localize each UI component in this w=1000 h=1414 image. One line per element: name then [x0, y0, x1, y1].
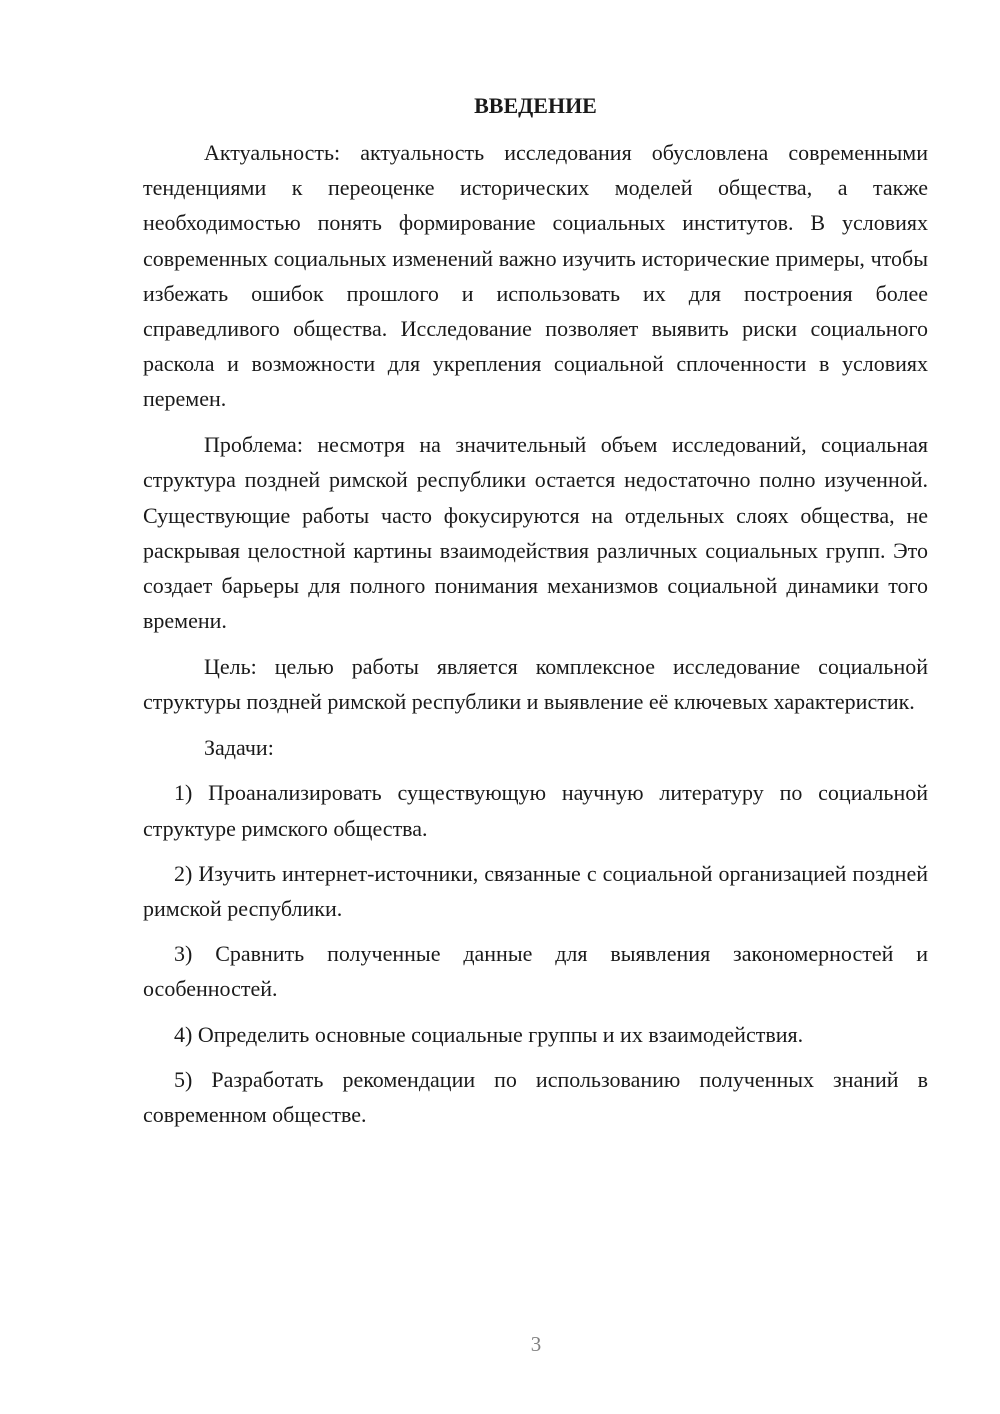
- paragraph-relevance: Актуальность: актуальность исследования обусловлена современными тенденциями к переоценке исторических моделей общества, а также необходимостью понять формирование социальных институтов. В условиях современных социальных изменений важно изучить исторические примеры, чтобы избежать ошибок прошлого и использовать их для построения более справедливого общества. Исследование позволяет выявить риски социального раскола и возможности для укрепления социальной сплоченности в условиях перемен.: [143, 140, 928, 412]
- page-number: 3: [530, 1332, 542, 1356]
- section-title: ВВЕДЕНИЕ: [474, 93, 597, 118]
- paragraph-goal: Цель: целью работы является комплексное исследование социальной структуры поздней римской республики и выявление её ключевых характеристик.: [143, 653, 928, 715]
- paragraph-tasks-heading: Задачи:: [204, 734, 274, 760]
- paragraph-problem: Проблема: несмотря на значительный объем исследований, социальная структура поздней римской республики остается недостаточно полно изученной. Существующие работы часто фокусируются на отдельных слоях общества, не раскрывая целостной картины взаимодействия различных социальных групп. Это создает барьеры для полного понимания механизмов социальной динамики того времени.: [143, 432, 928, 634]
- task-item-2: 2) Изучить интернет-источники, связанные с социальной организацией поздней римской республики.: [143, 860, 928, 922]
- document-page: [143, 88, 928, 1142]
- task-item-4: 4) Определить основные социальные группы и их взаимодействия.: [174, 1021, 804, 1047]
- task-item-3: 3) Сравнить полученные данные для выявления закономерностей и особенностей.: [143, 941, 928, 1002]
- task-item-5: 5) Разработать рекомендации по использованию полученных знаний в современном обществе.: [143, 1066, 928, 1128]
- task-item-1: 1) Проанализировать существующую научную литературу по социальной структуре римского общества.: [143, 780, 928, 841]
